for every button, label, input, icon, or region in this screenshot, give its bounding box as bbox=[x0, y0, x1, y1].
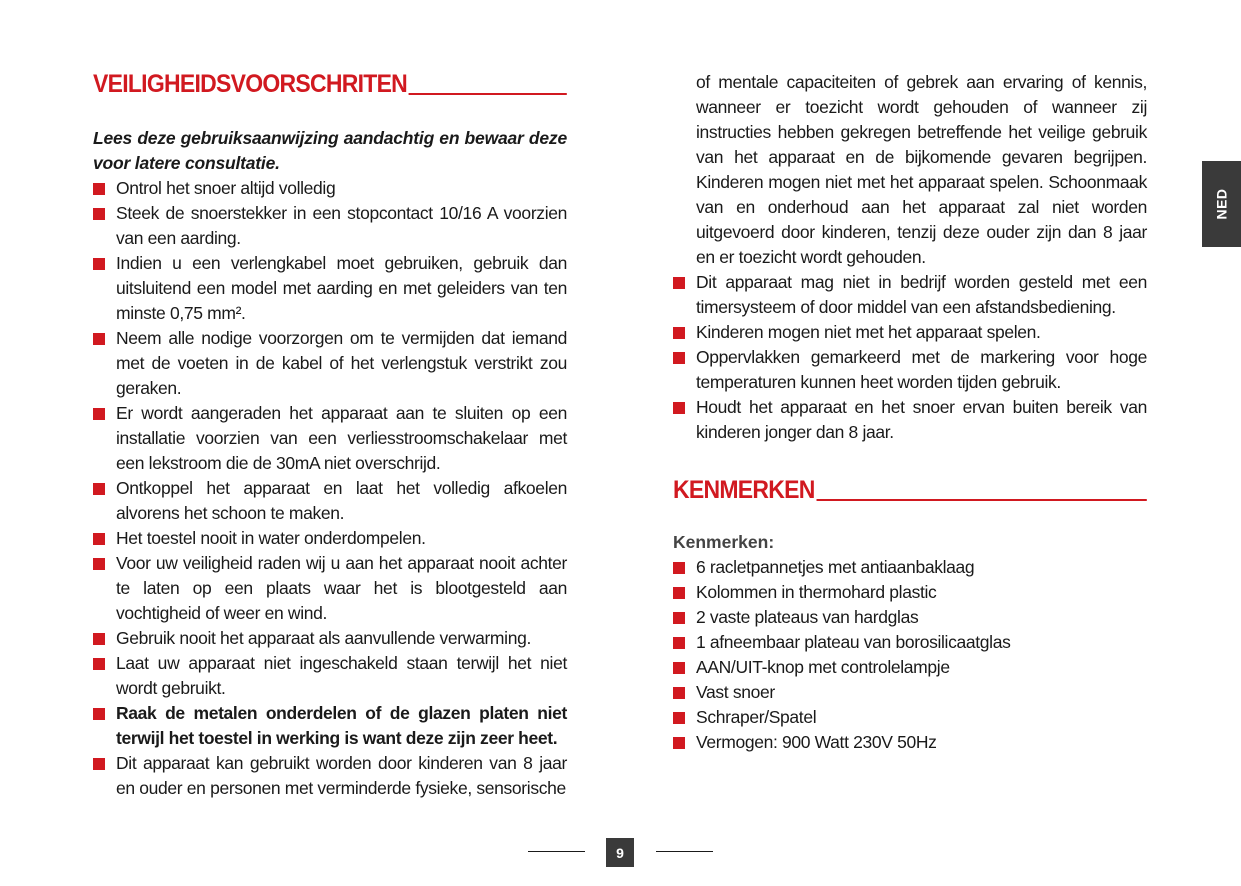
footer-rule-left bbox=[528, 851, 585, 852]
red-square-bullet-icon bbox=[93, 708, 105, 720]
red-square-bullet-icon bbox=[673, 402, 685, 414]
red-square-bullet-icon bbox=[673, 562, 685, 574]
red-square-bullet-icon bbox=[93, 483, 105, 495]
list-item bbox=[93, 201, 567, 251]
safety-list-continued bbox=[673, 270, 1147, 445]
list-item bbox=[673, 270, 1147, 320]
list-item-text: Kinderen mogen niet met het apparaat spelen. bbox=[696, 322, 1041, 342]
list-item bbox=[93, 751, 567, 801]
red-square-bullet-icon bbox=[93, 558, 105, 570]
continuation-text: of mentale capaciteiten of gebrek aan ervaring of kennis, wanneer er toezicht wordt gehouden of wanneer zij instructies hebben gekregen betreffende het veilige gebruik van het apparaat en de bijkomende gevaren begrijpen. Kinderen mogen niet met het apparaat spelen. Schoonmaak van en onderhoud aan het apparaat zal niet worden uitgevoerd door kinderen, tenzij deze ouder zijn dan 8 jaar en er toezicht wordt gehouden. bbox=[696, 72, 1147, 267]
heading-rule bbox=[409, 93, 567, 95]
list-item bbox=[673, 630, 1147, 655]
features-heading bbox=[673, 476, 1147, 504]
list-item-text: Vast snoer bbox=[696, 682, 775, 702]
list-item bbox=[93, 526, 567, 551]
list-item-text: Kolommen in thermohard plastic bbox=[696, 582, 937, 602]
list-item-text: Raak de metalen onderdelen of de glazen platen niet terwijl het toestel in werking is want deze zijn zeer heet. bbox=[116, 703, 567, 748]
list-item-text: AAN/UIT-knop met controlelampje bbox=[696, 657, 950, 677]
list-item-text: Voor uw veiligheid raden wij u aan het apparaat nooit achter te laten op een plaats waar het is blootgesteld aan vochtigheid of weer en wind. bbox=[116, 553, 567, 623]
list-item bbox=[673, 730, 1147, 755]
red-square-bullet-icon bbox=[673, 612, 685, 624]
list-item bbox=[93, 701, 567, 751]
list-item bbox=[673, 555, 1147, 580]
red-square-bullet-icon bbox=[673, 687, 685, 699]
list-item-text: Gebruik nooit het apparaat als aanvullende verwarming. bbox=[116, 628, 531, 648]
list-item-text: Neem alle nodige voorzorgen om te vermijden dat iemand met de voeten in de kabel of het verlengstuk verstrikt zou geraken. bbox=[116, 328, 567, 398]
red-square-bullet-icon bbox=[673, 327, 685, 339]
list-item bbox=[93, 626, 567, 651]
list-item bbox=[93, 326, 567, 401]
list-item-text: Schraper/Spatel bbox=[696, 707, 817, 727]
list-item bbox=[93, 551, 567, 626]
features-heading-text: KENMERKEN bbox=[673, 476, 815, 504]
language-tab-label: NED bbox=[1213, 188, 1230, 220]
page-number: 9 bbox=[606, 838, 634, 867]
red-square-bullet-icon bbox=[673, 637, 685, 649]
list-item bbox=[673, 705, 1147, 730]
list-item-text: 6 racletpannetjes met antiaanbaklaag bbox=[696, 557, 975, 577]
language-tab bbox=[1202, 161, 1241, 247]
list-item bbox=[673, 680, 1147, 705]
features-label: Kenmerken: bbox=[673, 532, 775, 552]
list-item-text: Indien u een verlengkabel moet gebruiken, gebruik dan uitsluitend een model met aarding en met geleiders van ten minste 0,75 mm². bbox=[116, 253, 567, 323]
red-square-bullet-icon bbox=[93, 258, 105, 270]
list-item-text: Oppervlakken gemarkeerd met de markering voor hoge temperaturen kunnen heet worden tijden gebruik. bbox=[696, 347, 1147, 392]
list-item bbox=[93, 176, 567, 201]
list-item-text: Er wordt aangeraden het apparaat aan te sluiten op een installatie voorzien van een verliesstroomschakelaar met een lekstroom die de 30mA niet overschrijd. bbox=[116, 403, 567, 473]
list-item-text: Vermogen: 900 Watt 230V 50Hz bbox=[696, 732, 937, 752]
list-item bbox=[93, 401, 567, 476]
list-item-text: Het toestel nooit in water onderdompelen. bbox=[116, 528, 426, 548]
red-square-bullet-icon bbox=[673, 277, 685, 289]
list-item bbox=[673, 655, 1147, 680]
intro-text: Lees deze gebruiksaanwijzing aandachtig en bewaar deze voor latere consultatie. bbox=[93, 128, 567, 173]
list-item bbox=[93, 651, 567, 701]
list-item-text: Dit apparaat mag niet in bedrijf worden gesteld met een timersysteem of door middel van een afstandsbediening. bbox=[696, 272, 1147, 317]
list-item bbox=[673, 320, 1147, 345]
red-square-bullet-icon bbox=[673, 737, 685, 749]
footer-rule-right bbox=[656, 851, 713, 852]
red-square-bullet-icon bbox=[93, 758, 105, 770]
safety-heading-text: VEILIGHEIDSVOORSCHRITEN bbox=[93, 70, 408, 98]
red-square-bullet-icon bbox=[673, 712, 685, 724]
list-item-text: Dit apparaat kan gebruikt worden door kinderen van 8 jaar en ouder en personen met verminderde fysieke, sensorische bbox=[116, 753, 567, 798]
list-item bbox=[673, 580, 1147, 605]
red-square-bullet-icon bbox=[93, 633, 105, 645]
red-square-bullet-icon bbox=[93, 658, 105, 670]
list-item-text: Steek de snoerstekker in een stopcontact 10/16 A voorzien van een aarding. bbox=[116, 203, 567, 248]
list-item-text: 1 afneembaar plateau van borosilicaatglas bbox=[696, 632, 1011, 652]
safety-list bbox=[93, 176, 567, 801]
list-item-text: Ontkoppel het apparaat en laat het volledig afkoelen alvorens het schoon te maken. bbox=[116, 478, 567, 523]
red-square-bullet-icon bbox=[93, 333, 105, 345]
list-item-text: Ontrol het snoer altijd volledig bbox=[116, 178, 336, 198]
red-square-bullet-icon bbox=[673, 587, 685, 599]
list-item-text: 2 vaste plateaus van hardglas bbox=[696, 607, 919, 627]
list-item bbox=[93, 476, 567, 526]
list-item-text: Houdt het apparaat en het snoer ervan buiten bereik van kinderen jonger dan 8 jaar. bbox=[696, 397, 1147, 442]
list-item bbox=[673, 395, 1147, 445]
safety-heading bbox=[93, 70, 567, 98]
features-list bbox=[673, 555, 1147, 755]
heading-rule bbox=[816, 499, 1146, 501]
list-item bbox=[673, 345, 1147, 395]
list-item-text: Laat uw apparaat niet ingeschakeld staan terwijl het niet wordt gebruikt. bbox=[116, 653, 567, 698]
red-square-bullet-icon bbox=[673, 352, 685, 364]
red-square-bullet-icon bbox=[93, 183, 105, 195]
list-item bbox=[93, 251, 567, 326]
red-square-bullet-icon bbox=[673, 662, 685, 674]
red-square-bullet-icon bbox=[93, 408, 105, 420]
red-square-bullet-icon bbox=[93, 533, 105, 545]
list-item bbox=[673, 605, 1147, 630]
red-square-bullet-icon bbox=[93, 208, 105, 220]
